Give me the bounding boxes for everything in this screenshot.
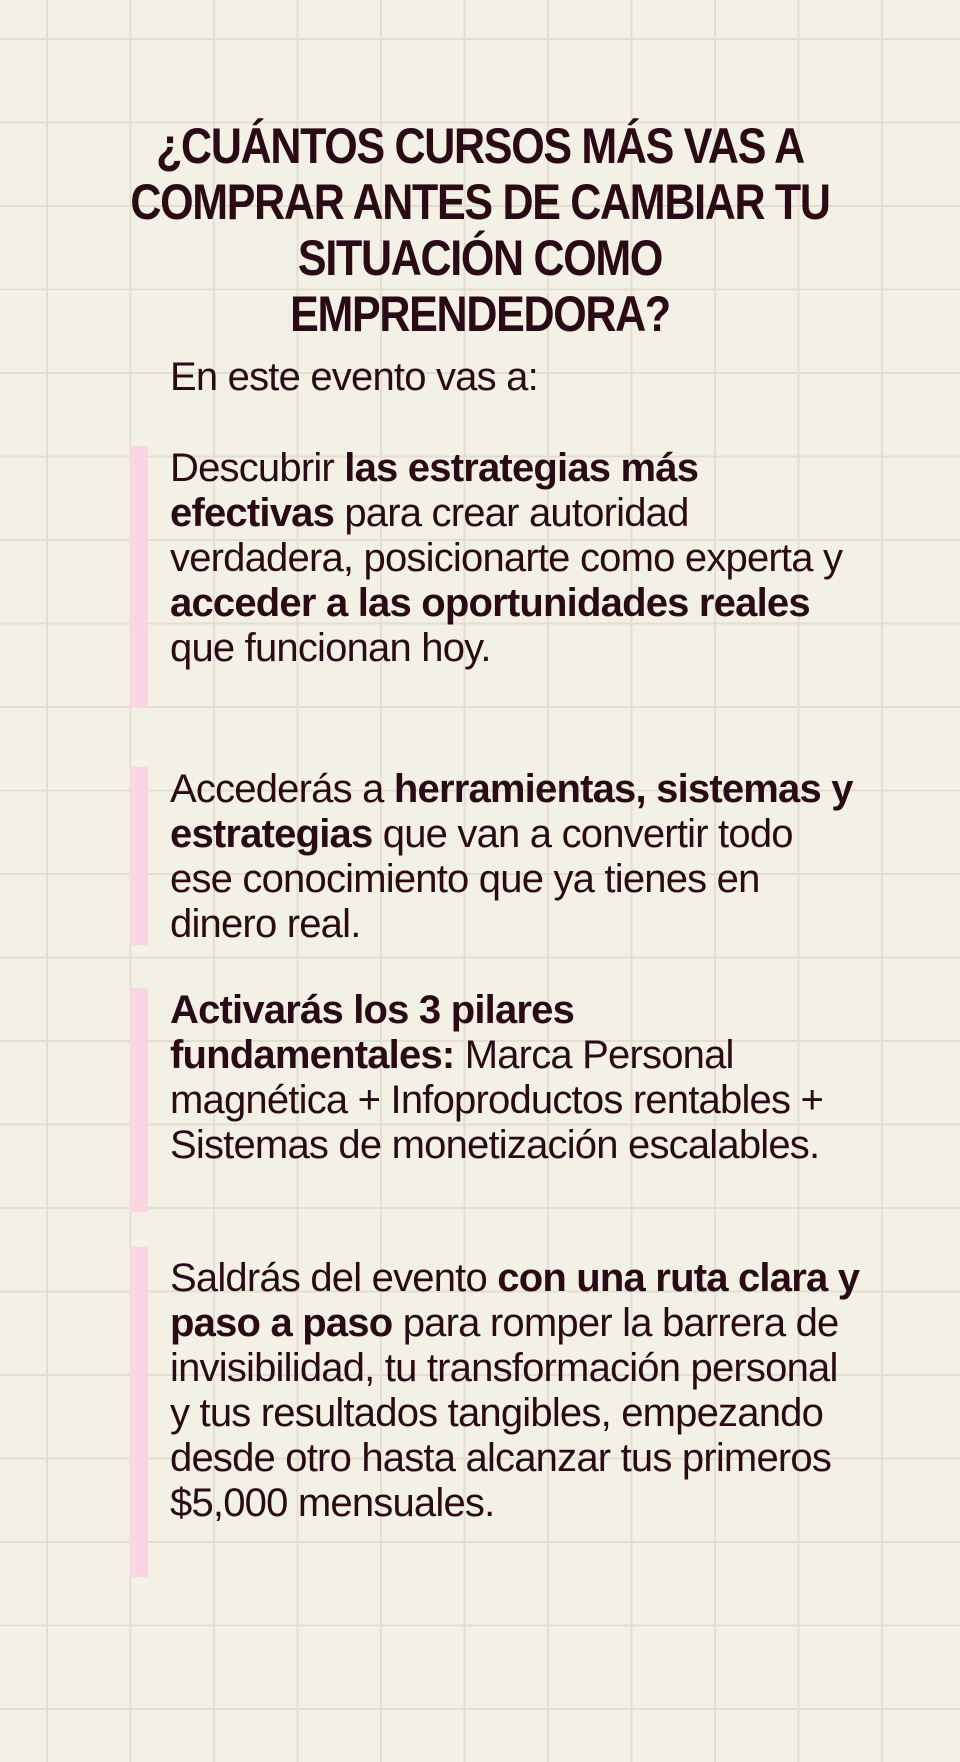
- benefit-segment: para crear autoridad verdadera, posicionarte como experta y: [170, 491, 843, 580]
- benefit-highlight: Activarás los 3 pilares fundamentales:: [170, 988, 575, 1077]
- benefit-highlight: herramientas, sistemas y estrategias: [170, 767, 853, 856]
- benefit-segment: Descubrir: [170, 446, 345, 490]
- benefit-text: [170, 988, 860, 1168]
- benefit-text: [170, 1256, 860, 1526]
- benefit-item-4: [130, 1247, 860, 1577]
- benefit-segment: que van a convertir todo ese conocimiento que ya tienes en dinero real.: [170, 812, 793, 946]
- benefit-segment: que funcionan hoy.: [170, 626, 491, 670]
- benefit-highlight: con una ruta clara y paso a paso: [170, 1256, 860, 1345]
- benefit-item-2: [130, 767, 853, 946]
- accent-bar: [130, 988, 148, 1212]
- benefit-segment: Accederás a: [170, 767, 394, 811]
- benefit-segment: Marca Personal magnética + Infoproductos rentables + Sistemas de monetización escalables.: [170, 1033, 824, 1167]
- benefit-item-3: [130, 988, 850, 1212]
- benefit-segment: para romper la barrera de invisibilidad, tu transformación personal y tus resultados tangibles, empezando desde otro hasta alcanzar tus primeros $5,000 mensuales.: [170, 1301, 839, 1525]
- benefit-highlight: acceder a las oportunidades reales: [170, 581, 810, 625]
- benefit-item-1: [130, 446, 850, 708]
- accent-bar: [130, 1247, 148, 1577]
- benefit-text: [170, 767, 860, 947]
- page-title: ¿CUÁNTOS CURSOS MÁS VAS A COMPRAR ANTES DE CAMBIAR TU SITUACIÓN COMO EMPRENDEDORA?: [130, 118, 830, 342]
- intro-text: En este evento vas a:: [170, 355, 538, 399]
- accent-bar: [130, 767, 148, 945]
- benefit-highlight: las estrategias más efectivas: [170, 446, 699, 535]
- benefit-segment: Saldrás del evento: [170, 1256, 498, 1300]
- benefit-text: [170, 446, 860, 671]
- accent-bar: [130, 446, 148, 708]
